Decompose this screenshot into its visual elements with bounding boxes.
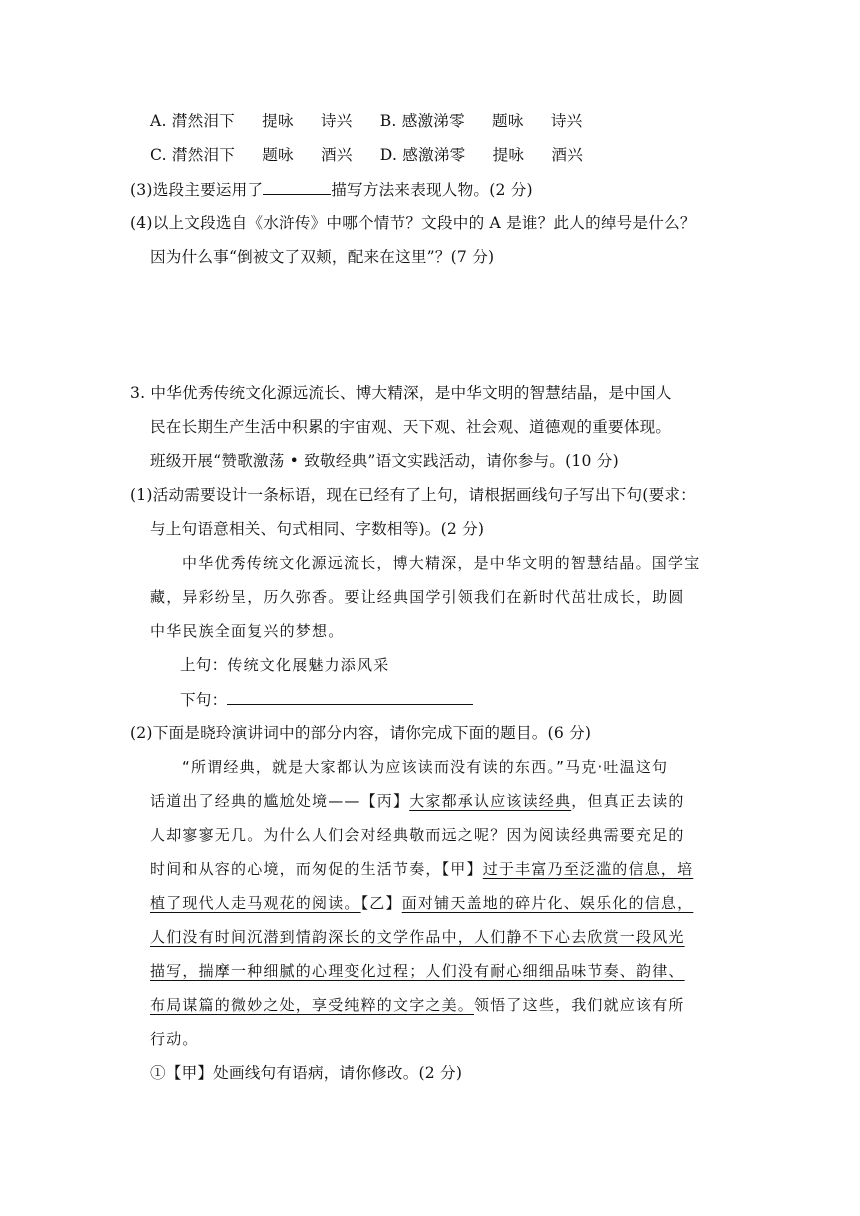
material-line1: 中华优秀传统文化源远流长，博大精深，是中华文明的智慧结晶。国学宝: [182, 554, 701, 572]
question-2-4-line2: 因为什么事“倒被文了双颊，配来在这里”？(7 分): [150, 248, 495, 266]
passage-line9: 行动。: [150, 1030, 199, 1048]
option-d-word2: 提咏: [492, 146, 525, 164]
passage-underlined-yi-part3: 描写，揣摩一种细腻的心理变化过程；人们没有耐心细细品味节奏、韵律、: [150, 962, 685, 980]
passage-underlined-yi-part4: 布局谋篇的微妙之处，享受纯粹的文字之美。: [150, 996, 475, 1014]
passage-underlined-yi-part1: 面对铺天盖地的碎片化、娱乐化的信息，: [401, 894, 694, 912]
option-c-letter: C.: [150, 146, 167, 164]
question-2-4-line1: (4)以上文段选自《水浒传》中哪个情节？文段中的 A 是谁？此人的绰号是什么？: [130, 214, 696, 232]
lower-sentence-label: 下句：: [180, 691, 228, 709]
passage-line5: [150, 892, 693, 914]
question-3-intro-line2: 民在长期生产生活中积累的宇宙观、天下观、社会观、道德观的重要体现。: [150, 418, 672, 436]
option-d-word3: 酒兴: [551, 146, 583, 164]
passage-underlined-jia-part1: 过于丰富乃至泛滥的信息，培: [482, 860, 694, 878]
passage-line4-a: 时间和从容的心境，而匆促的生活节奏，【甲】: [150, 860, 483, 878]
question-3-1-line2: 与上句语意相关、句式相同、字数相等)。(2 分): [150, 520, 485, 538]
option-a-word1: 潸然泪下: [171, 112, 235, 130]
material-line2: 藏，异彩纷呈，历久弥香。要让经典国学引领我们在新时代茁壮成长，助圆: [150, 588, 685, 606]
passage-line2: [150, 790, 685, 812]
upper-sentence-label: 上句：: [180, 656, 228, 674]
option-b-word3: 诗兴: [550, 112, 583, 130]
lower-sentence-answer-blank[interactable]: [227, 688, 473, 705]
q2-3-text-before: (3)选段主要运用了: [130, 181, 264, 199]
passage-marker-yi: 【乙】: [360, 894, 402, 912]
question-3-intro-line3: 班级开展“赞歌激荡 • 致敬经典”语文实践活动，请你参与。(10 分): [150, 452, 619, 470]
passage-line2-a: 话道出了经典的尴尬处境——【丙】: [150, 792, 410, 810]
q2-3-text-after: 描写方法来表现人物。(2 分): [331, 181, 533, 199]
question-3-2-intro: (2)下面是晓玲演讲词中的部分内容，请你完成下面的题目。(6 分): [130, 724, 592, 742]
passage-line4: [150, 858, 693, 880]
passage-line2-c: ，但真正去读的: [571, 792, 685, 810]
question-2-3: [130, 178, 533, 201]
question-3-intro-line1: 3. 中华优秀传统文化源远流长、博大精深，是中华文明的智慧结晶，是中国人: [130, 384, 672, 402]
passage-line1: “所谓经典，就是大家都认为应该读而没有读的东西。”马克·吐温这句: [182, 758, 669, 776]
question-3-2-sub1: ①【甲】处画线句有语病，请你修改。(2 分): [150, 1064, 463, 1082]
option-c-word3: 酒兴: [321, 146, 353, 164]
passage-underlined-jia-part2: 植了现代人走马观花的阅读。: [150, 894, 361, 912]
option-c-word1: 潸然泪下: [171, 146, 236, 164]
option-row-ab: [150, 110, 582, 132]
lower-sentence: [180, 688, 473, 711]
passage-underlined-yi-part2: 人们没有时间沉潜到情韵深长的文学作品中，人们静不下心去欣赏一段风光: [150, 928, 685, 946]
passage-line8: [150, 994, 685, 1016]
upper-sentence-text: 传统文化展魅力添风采: [227, 656, 390, 674]
passage-line8-b: 领悟了这些，我们就应该有所: [474, 996, 685, 1014]
option-row-cd: [150, 144, 583, 166]
option-b-letter: B.: [379, 112, 397, 130]
option-b-word2: 题咏: [492, 112, 524, 130]
passage-line3: 人却寥寥无几。为什么人们会对经典敬而远之呢？因为阅读经典需要充足的: [150, 826, 685, 844]
option-d-word1: 感激涕零: [402, 146, 466, 164]
upper-sentence: [180, 654, 389, 676]
passage-underlined-bing: 大家都承认应该读经典: [409, 792, 572, 810]
option-c-word2: 题咏: [262, 146, 294, 164]
option-b-word1: 感激涕零: [401, 112, 465, 130]
material-line3: 中华民族全面复兴的梦想。: [150, 622, 345, 640]
q2-3-answer-blank[interactable]: [263, 178, 331, 195]
option-a-word2: 提咏: [262, 112, 294, 130]
option-a-word3: 诗兴: [320, 112, 353, 130]
option-d-letter: D.: [379, 146, 398, 164]
question-3-1-line1: (1)活动需要设计一条标语，现在已经有了上句，请根据画线句子写出下句(要求：: [130, 486, 696, 504]
option-a-letter: A.: [150, 112, 167, 130]
